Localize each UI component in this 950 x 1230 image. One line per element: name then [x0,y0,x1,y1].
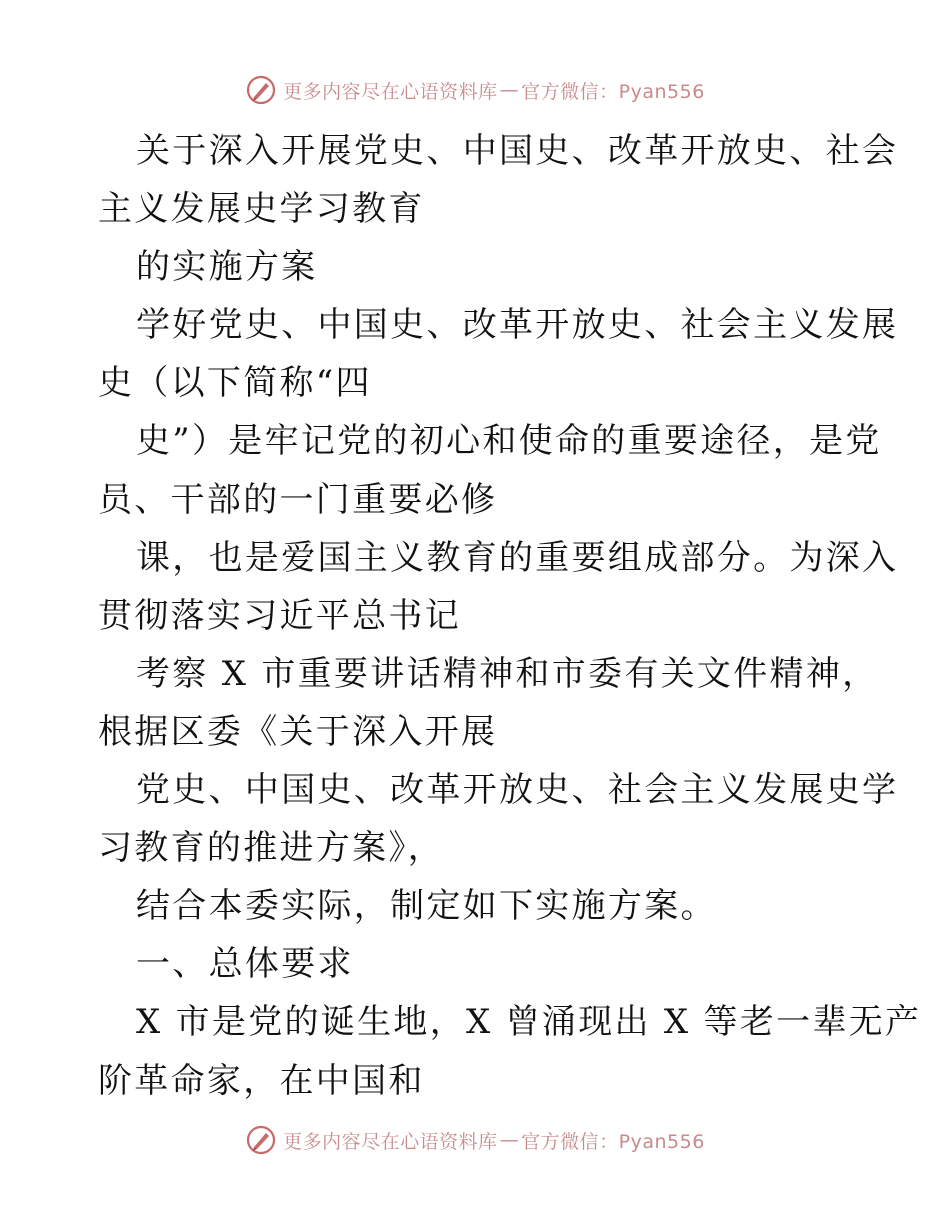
text-line: 史”）是牢记党的初心和使命的重要途径，是党 [136,421,882,462]
text-line: 的实施方案 [136,247,318,288]
text-line: 主义发展史学习教育 [98,189,425,230]
text-line: 阶革命家，在中国和 [98,1060,425,1101]
text-line: 根据区委《关于深入开展 [98,711,498,752]
watermark-main-text: 更多内容尽在心语资料库 [283,80,498,103]
pen-logo-icon [245,74,277,106]
text-line: 课，也是爱国主义教育的重要组成部分。为深入 [136,537,899,578]
footer-watermark [0,1120,950,1160]
text-line: 党史、中国史、改革开放史、社会主义发展史学 [136,770,899,811]
section-heading: 一、总体要求 [136,944,354,985]
text-line: 史（以下简称“四 [98,363,372,404]
text-line: 习教育的推进方案》， [98,828,444,869]
text-line: 关于深入开展党史、中国史、改革开放史、社会 [136,131,899,171]
header-watermark [0,70,950,110]
text-line: 员、干部的一门重要必修 [98,479,498,520]
pen-logo-icon [245,1124,277,1156]
document-body [98,122,922,1110]
text-line: 贯彻落实习近平总书记 [98,595,461,636]
watermark-main-text: 更多内容尽在心语资料库 [283,1130,498,1153]
watermark-separator: — [499,79,520,101]
text-line: 考察 X 市重要讲话精神和市委有关文件精神， [136,653,879,694]
text-line: X 市是党的诞生地，X 曾涌现出 X 等老一辈无产 [136,1002,922,1043]
text-line: 结合本委实际，制定如下实施方案。 [136,886,717,927]
watermark-official-text: 官方微信：Pyan556 [521,1130,705,1153]
watermark-separator: — [499,1129,520,1151]
text-line: 学好党史、中国史、改革开放史、社会主义发展 [136,305,899,346]
watermark-official-text: 官方微信：Pyan556 [521,80,705,103]
